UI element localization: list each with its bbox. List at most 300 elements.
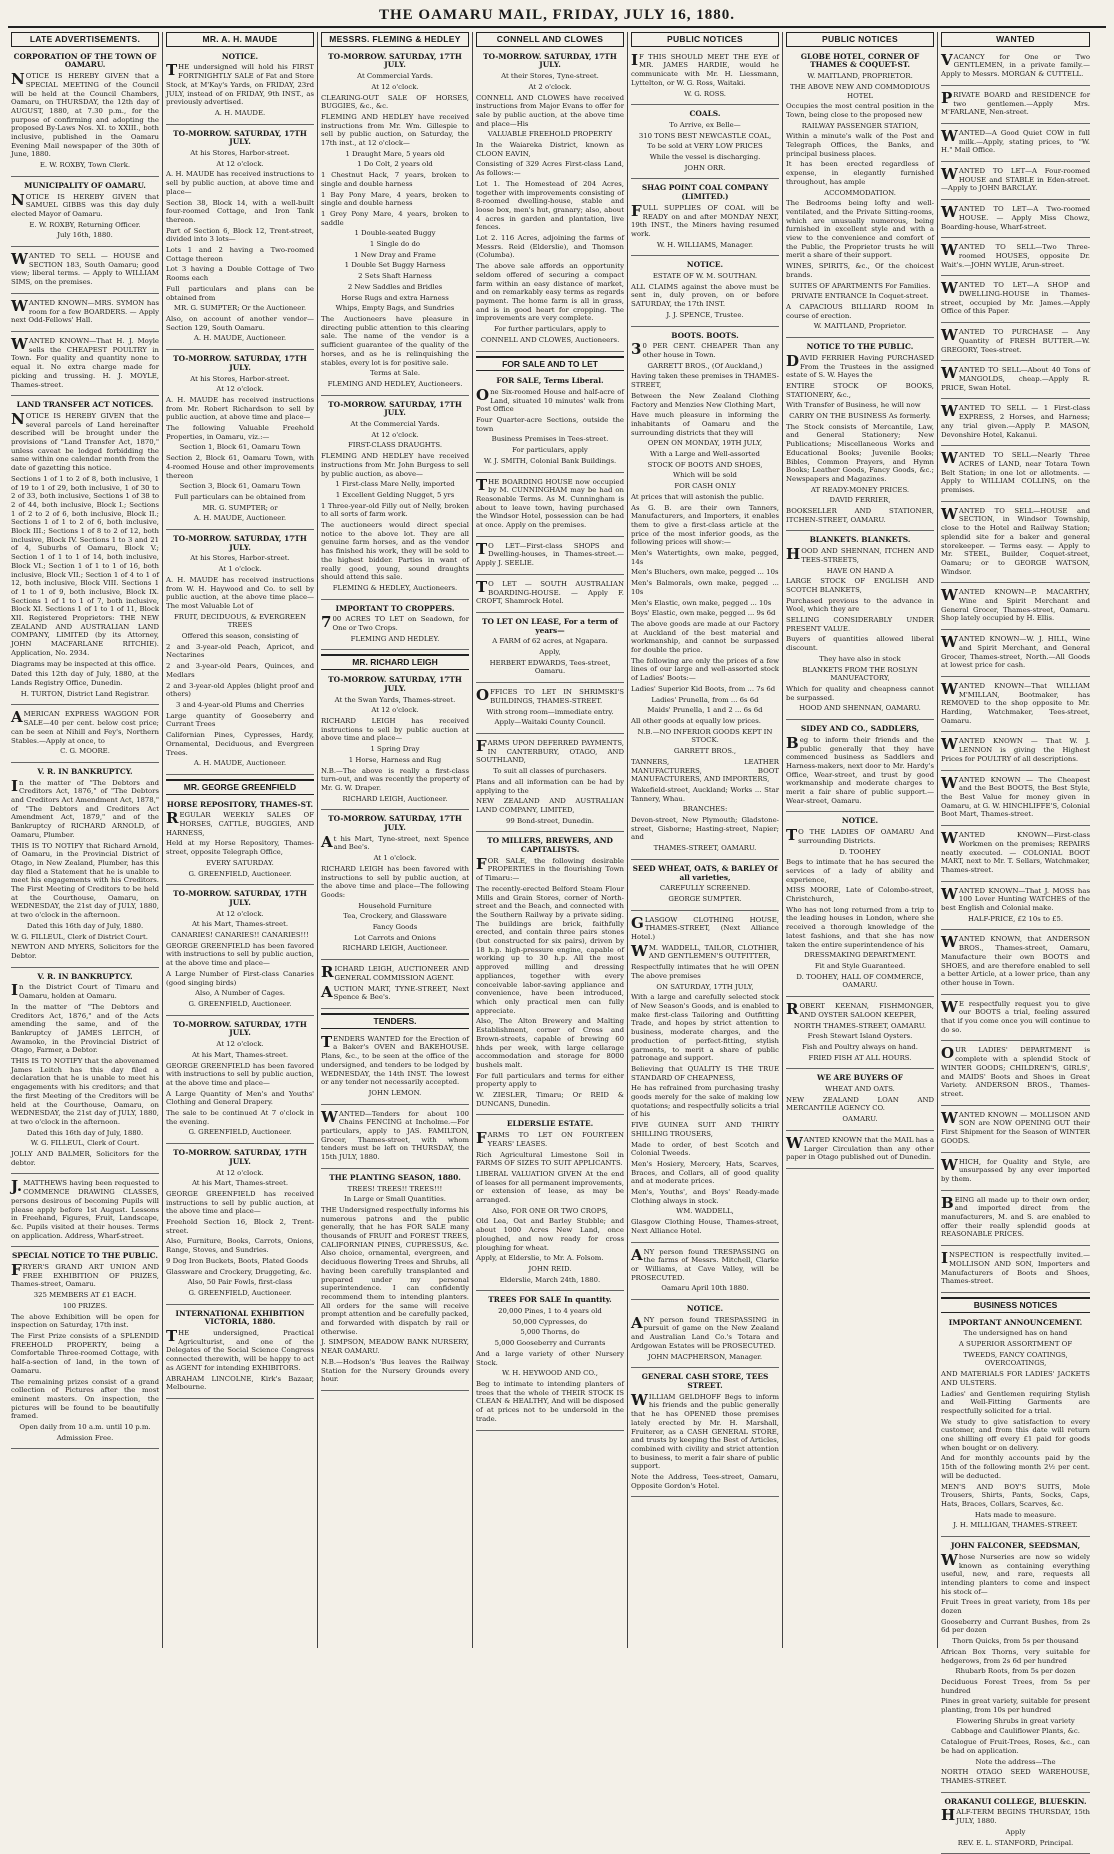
- ad-line: Section 2, Block 61, Oamaru Town, with 4-roomed House and other improvements thereon: [166, 454, 314, 480]
- advertisement: [941, 1156, 1090, 1191]
- ad-line: Sections 1 of 1 to 2 of 8, both inclusive, 1 of 19 to 1 of 29, both inclusive, 1 of 30 to 2 of 33, both inclusive, Sections 1 of 38 to 2 of 44, both inclusive, Block I.; Sections 1 of 2 to 2 of 6, both inclusive, Block II.; Sections 1 of 1 to 2 of 6, both inclusive, Block III.; Sections 1 of 8 to 2 of 12, both inclusive, Block IV. Sections 1 to 3 and 21 of 4, Suburbs of Oamaru, Block V.; Section 1 of 1 to 1 of 14, both inclusive, Block VI.; Section 1 of 1 to 1 of 16, both inclusive, Block VII.; Section 1 of 4 to 1 of 12, both inclusive, Block VIII. Sections 1 of 1 to 1 of 9, both inclusive, Block IX. Sections 1 of 1 to 1 of 7, both inclusive, Block XI. Sections 1 of 1 to 1 of 11, Block XII. Registered Proprietors: THE NEW ZEALAND AND AUSTRALIAN LAND COMPANY, LIMITED (by its Attorney, JOHN MACFARLANE RITCHIE). Application, No. 2934.: [11, 474, 159, 657]
- ad-line: CAREFULLY SCREENED.: [659, 884, 751, 893]
- advertisement: [476, 51, 624, 352]
- ad-line: Horse Rugs and extra Harness: [341, 293, 449, 302]
- ad-line: WANTED KNOWN—That H. J. Moyle sells the CHEAPEST POULTRY in Town. For quality and quantity none to equal it. No extra charge made for picking and trussing. H. J. MOYLE, Thames-street.: [11, 334, 159, 389]
- ad-line: One Six-roomed House and half-acre of Land, situated 10 minutes' walk from Post Office: [476, 385, 624, 414]
- advertisement: [941, 449, 1090, 502]
- advertisement: [166, 51, 314, 125]
- column-5: [628, 32, 783, 1648]
- ad-line: NOTICE TO THE PUBLIC.: [806, 342, 914, 352]
- ad-line: In the matter of "The Debtors and Creditors Act, 1876," and of the Acts amending the same, and of the Bankruptcy of JAMES LEITCH, of Awamoko, in the Provincial District of Otago, Farmer, a Debtor.: [11, 1002, 159, 1055]
- advertisement: [941, 1109, 1090, 1153]
- ad-line: Terms at Sale.: [369, 369, 421, 378]
- ad-line: FARMS UPON DEFERRED PAYMENTS, IN CANTERBURY, OTAGO, AND SOUTHLAND,: [476, 737, 624, 765]
- ad-line: The recently-erected Belford Steam Flour Mills and Grain Stores, corner of North-street and the Beach, and connected with the Southern Railway by a private siding. The buildings are brick, faithfully erected, and contain three pairs stones (but constructed for six pairs), driven by 18 h.p. high-pressure engine, capable of working up to 30 h.p. All the most approved milling and dressing appliances, together with every conceivable labor-saving appliance and convenience, have been introduced, which only practical men can fully appreciate.: [476, 884, 624, 1015]
- ad-line: Men's, Youths', and Boys' Ready-made Clothing always in stock.: [631, 1188, 779, 1205]
- ad-line: Gooseberry and Currant Bushes, from 2s 6d per dozen: [941, 1617, 1090, 1635]
- ad-line: THE ABOVE NEW AND COMMODIOUS HOTEL: [790, 82, 930, 100]
- ad-line: NEW ZEALAND AND AUSTRALIAN LAND COMPANY, LIMITED,: [476, 797, 624, 814]
- ad-line: 310 TONS BEST NEWCASTLE COAL,: [638, 131, 772, 140]
- column-heading: WANTED: [941, 32, 1090, 47]
- ad-line: JOHN MACPHERSON, Manager.: [647, 1352, 763, 1361]
- ad-line: TO-MORROW. SATURDAY, 17TH JULY.: [173, 889, 307, 907]
- ad-line: With a large and carefully selected stock of New Season's Goods, and is enabled to make first-class Tailoring and Outfitting Trade, and hopes by strict attention to business, moderate charges, and the production of perfect-fitting, stylish garments, to merit a share of public patronage and support.: [631, 993, 779, 1063]
- ad-line: It has been erected regardless of expense, in elegantly furnished throughout, has ample: [786, 160, 934, 186]
- ad-line: In the Waiareka District, known as CLOON EAVIN,: [476, 141, 624, 158]
- ad-line: Large quantity of Gooseberry and Currant Trees: [166, 711, 314, 729]
- ad-line: Note the address—The: [975, 1757, 1056, 1766]
- ad-line: Purchased previous to the advance in Wool, which they are: [786, 596, 934, 614]
- ad-line: 2 and 3-year-old Pears, Quinces, and Medlars: [166, 662, 314, 679]
- ad-line: IF THIS SHOULD MEET THE EYE of MR. JAMES HARDIE, would he communicate with Mr. H. Liessmann, Lyttelton, or W. G. Ross, Waitaki.: [631, 50, 779, 87]
- ad-line: Ladies' and Gentlemen requiring Stylish and Well-Fitting Garments are respectfully solicited for a trial.: [941, 1389, 1090, 1415]
- ad-line: CONNELL AND CLOWES, Auctioneers.: [480, 335, 620, 344]
- column-heading: MR. A. H. MAUDE: [166, 32, 314, 47]
- ad-line: Also, A Number of Cages.: [195, 989, 285, 998]
- ad-line: REV. E. L. STANFORD, Principal.: [957, 1838, 1074, 1847]
- ad-line: At 12 o'clock.: [371, 706, 419, 715]
- ad-line: Occupies the most central position in the Town, being close to the proposed new: [786, 102, 934, 119]
- ad-line: D. TOOHEY: [839, 847, 881, 856]
- ad-line: J. J. SPENCE, Trustee.: [666, 310, 744, 319]
- ad-line: Beg to inform their friends and the public generally that they have commenced business as Saddlers and Harness-makers, next door to Mr. Hardy's Office, Wear-street, and trust by good workmanship and moderate charges to merit a fair share of public support.—Wear-street, Oamaru.: [786, 733, 934, 805]
- ad-line: At his Mart, Thames-street.: [191, 920, 289, 929]
- ad-line: The Stock consists of Mercantile, Law, and General Stationery; New Publications; Miscellaneous Works and Educational Books; Juvenile Books; Bibles, Common Prayers, and Hymn Books; Leather Goods, Fancy Goods, &c.; Newspapers and Magazines.: [786, 422, 934, 483]
- ad-line: 5,000 Gooseberry and Currants: [494, 1339, 606, 1348]
- section-heading: TENDERS.: [321, 1013, 469, 1029]
- advertisement: [476, 1118, 624, 1291]
- ad-line: A. H. MAUDE has received instructions to sell by public auction, at above time and place—: [166, 170, 314, 196]
- ad-line: Also, The Alton Brewery and Malting Establishment, corner of Cross and Brown-streets, capable of brewing 60 hhds per week, with large cellarage accommodation and storage for 8000 bushels malt.: [476, 1017, 624, 1069]
- ad-line: FLEMING AND HEDLEY have received instructions from Mr. John Burgess to sell by public auction, as above—: [321, 452, 469, 478]
- section-heading: BUSINESS NOTICES: [941, 1297, 1090, 1313]
- ad-line: WANTED TO SELL—About 40 Tons of MANGOLDS, cheap.—Apply R. PRICE, Swan Hotel.: [941, 364, 1090, 392]
- ad-line: INSPECTION is respectfully invited.— MOLLISON AND SON, Importers and Manufacturers of Boots and Shoes, Thames-street.: [941, 1249, 1090, 1286]
- column-3: [318, 32, 473, 1648]
- ad-line: COALS.: [689, 109, 721, 119]
- ad-line: IMPORTANT ANNOUNCEMENT.: [948, 1317, 1083, 1327]
- column-4: [473, 32, 628, 1648]
- advertisement: [941, 165, 1090, 200]
- advertisement: [786, 341, 934, 531]
- ad-line: TENDERS WANTED for the Erection of a Baker's OVEN and BAKEHOUSE. Plans, &c., to be seen at the office of the undersigned, and tenders to be lodged by WEDNESDAY, the 14th INST. The lowest or any tender not necessarily accepted.: [321, 1032, 469, 1087]
- ad-line: 1 Double-seated Buggy: [354, 229, 436, 238]
- ad-line: TO-MORROW. SATURDAY, 17TH JULY.: [483, 51, 617, 70]
- ad-line: ON SATURDAY, 17TH JULY,: [656, 982, 754, 991]
- ad-line: GENERAL CASH STORE, TEES STREET.: [641, 1372, 769, 1390]
- ad-line: JOLLY AND BALMER, Solicitors for the debtor.: [11, 1150, 159, 1167]
- ad-line: 2 and 3-year-old Apples (blight proof and others): [166, 681, 314, 699]
- ad-line: RICHARD LEIGH has received instructions to sell by public auction at above time and place—: [321, 717, 469, 743]
- ad-line: At Commercial Yards.: [357, 72, 433, 81]
- column-heading: MESSRS. FLEMING & HEDLEY: [321, 32, 469, 47]
- ad-line: 1 Draught Mare, 5 years old: [345, 149, 445, 158]
- ad-line: ELDERSLIE ESTATE.: [506, 1119, 594, 1129]
- ad-line: HALF-TERM BEGINS THURSDAY, 15th JULY, 1880.: [941, 1806, 1090, 1826]
- ad-line: 1 Spring Dray: [370, 745, 420, 754]
- ad-line: BRANCHES:: [682, 805, 728, 814]
- ad-line: W. G. FILLEUL, Clerk of Court.: [30, 1139, 140, 1148]
- ad-line: AT READY-MONEY PRICES.: [810, 485, 910, 494]
- ad-line: The auctioneers would direct special notice to the above lot. They are all genuine farm horses, and as the vendor has finished his work, they will be sold to the highest bidder. Parties in want of really good, young, sound draughts should attend this sale.: [321, 521, 469, 582]
- ad-line: RICHARD LEIGH has been favored with instructions to sell by public auction, at the above time and place—The following Goods:: [321, 864, 469, 899]
- ad-line: TO-MORROW. SATURDAY, 17TH JULY.: [173, 354, 307, 372]
- ad-line: At their Stores, Tyne-street.: [501, 72, 599, 81]
- ad-line: FULL SUPPLIES OF COAL will be READY on and after MONDAY NEXT, 19th INST., the Miners having resumed work.: [631, 201, 779, 238]
- ad-line: WANTED TO SELL — HOUSE and SECTION 183, South Oamaru; good view; liberal terms. — Apply to WILLIAM SIMS, on the premises.: [11, 250, 159, 287]
- ad-line: Note the Address, Tees-street, Oamaru, Opposite Gordon's Hotel.: [631, 1473, 779, 1490]
- ad-line: WANTED TO SELL—Nearly Three ACRES of LAND, near Totara Town Belt Station; in one lot or allotments. —Apply to WILLIAM COLLINS, on the premises.: [941, 449, 1090, 495]
- ad-line: At 1 o'clock.: [218, 565, 262, 574]
- ad-line: TO LET — SOUTH AUSTRALIAN BOARDING-HOUSE. — Apply F. CROFT, Shamrock Hotel.: [476, 577, 624, 606]
- advertisement: [786, 51, 934, 338]
- ad-line: FIRST-CLASS DRAUGHTS.: [347, 441, 443, 450]
- ad-line: THE undersigned will hold his FIRST FORTNIGHTLY SALE of Fat and Store Stock, at M'Kay's Yards, on FRIDAY, 23rd JULY, instead of on FRIDAY, 9th INST., as previously advertised.: [166, 61, 314, 107]
- ad-line: While the vessel is discharging.: [649, 153, 761, 162]
- advertisement: [166, 799, 314, 886]
- ad-line: E. W. ROXBY, Town Clerk.: [39, 161, 131, 170]
- advertisement: [941, 586, 1090, 630]
- ad-line: Ladies' Prunella, from ... 6s 6d: [651, 695, 759, 704]
- ad-line: AUCTION MART, TYNE-STREET, Next Spence & Bee's.: [321, 982, 469, 1002]
- ad-line: Section 1, Block 61, Oamaru Town: [179, 443, 301, 452]
- ad-line: Oamaru April 10th 1880.: [661, 1284, 749, 1293]
- ad-line: GEORGE GREENFIELD has been favored with instructions to sell by public auction, at the above time and place—: [166, 941, 314, 968]
- ad-line: WE ARE BUYERS OF: [817, 1073, 903, 1083]
- advertisement: [321, 51, 469, 396]
- ad-line: Lot 3 having a Double Cottage of Two Rooms each: [166, 265, 314, 283]
- ad-line: The sale to be continued At 7 o'clock in the evening.: [166, 1109, 314, 1126]
- ad-line: Freehold Section 16, Block 2, Trent-street.: [166, 1218, 314, 1235]
- advertisement: [786, 1000, 934, 1069]
- ad-line: WANTED KNOWN—First-class Workmen on the premises; REPAIRS neatly executed. — COLONIAL BOOT MART, next to Mr. T. Sellars, Watchmaker, Thames-street.: [941, 829, 1090, 874]
- advertisement: [11, 708, 159, 763]
- ad-line: G. GREENFIELD, Auctioneer.: [188, 1288, 292, 1297]
- ad-line: Lot Carrots and Onions: [354, 933, 436, 942]
- ad-line: To suit all classes of purchasers.: [493, 767, 607, 776]
- ad-line: FOR SALE, the following desirable PROPERTIES in the flourishing Town of Timaru:—: [476, 854, 624, 883]
- ad-line: For particulars, apply: [512, 446, 588, 455]
- ad-line: Whose Nurseries are now so widely known as containing everything useful, new, and rare, requests all intending planters to come and inspect his stock of—: [941, 1550, 1090, 1596]
- ad-line: 50,000 Cypresses, do: [512, 1317, 588, 1326]
- ad-line: SUITES OF APARTMENTS For Families.: [789, 281, 931, 290]
- advertisement: [321, 963, 469, 1009]
- ad-line: THAMES-STREET, OAMARU.: [653, 844, 757, 853]
- ad-line: NEWTON AND MYERS, Solicitors for the Debtor.: [11, 943, 159, 960]
- ad-line: GARRETT BROS.,: [673, 747, 737, 756]
- ad-line: N.B.—Hodson's 'Bus leaves the Railway Station for the Nursery Grounds every hour.: [321, 1357, 469, 1384]
- ad-line: The remaining prizes consist of a grand collection of Pictures after the most eminent masters. On inspection, the pictures will be found to be beautifully framed.: [11, 1377, 159, 1421]
- ad-line: NOTICE IS HEREBY GIVEN that SAMUEL GIBBS was this day duly elected Mayor of Oamaru.: [11, 190, 159, 218]
- ad-line: A. H. MAUDE has received instructions from Mr. Robert Richardson to sell by public auction, at above time and place—: [166, 395, 314, 422]
- ad-line: H. TURTON, District Land Registrar.: [20, 689, 150, 698]
- ad-line: Maids' Prunella, 1 and 2 ... 6s 6d: [647, 706, 763, 715]
- column-7: [938, 32, 1093, 1847]
- ad-line: At his Stores, Harbor-street.: [190, 554, 290, 563]
- ad-line: TWEEDS, FANCY COATINGS, OVERCOATINGS,: [963, 1350, 1068, 1368]
- ad-line: JOHN REID.: [528, 1264, 572, 1273]
- ad-line: Begs to intimate that he has secured the services of a lady of ability and experience,: [786, 858, 934, 884]
- advertisement: [941, 1317, 1090, 1537]
- ad-line: BOOKSELLER AND STATIONER, ITCHEN-STREET, OAMARU.: [786, 507, 934, 524]
- ad-line: Open daily from 10 a.m. until 10 p.m.: [19, 1423, 151, 1432]
- ad-line: OAMARU.: [842, 1115, 878, 1124]
- ad-line: FOR SALE, Terms Liberal.: [496, 376, 604, 386]
- advertisement: [166, 888, 314, 1015]
- ad-line: Men's Watertights, own make, pegged, 14s: [631, 549, 779, 566]
- ad-line: G. GREENFIELD, Auctioneer.: [188, 1128, 292, 1137]
- ad-line: RICHARD LEIGH, AUCTIONEER AND GENERAL COMMISSION AGENT.: [321, 963, 469, 982]
- ad-line: N.B.—NO INFERIOR GOODS KEPT IN STOCK.: [637, 727, 773, 745]
- ad-line: Between the New Zealand Clothing Factory and Menzies New Clothing Mart,: [631, 391, 779, 409]
- advertisement: [941, 1044, 1090, 1105]
- advertisement: [786, 1134, 934, 1169]
- ad-line: WHICH, for Quality and Style, are unsurpassed by any ever imported by them.: [941, 1155, 1090, 1183]
- ad-line: V. R. IN BANKRUPTCY.: [37, 766, 133, 776]
- ad-line: Rhubarb Roots, from 5s per dozen: [955, 1667, 1076, 1676]
- ad-line: SEED WHEAT, OATS, & BARLEY Of all varieties,: [632, 863, 778, 882]
- advertisement: [476, 540, 624, 575]
- ad-line: 5,000 Thorns, do: [520, 1328, 580, 1337]
- ad-line: TO-MORROW. SATURDAY, 17TH JULY.: [173, 1019, 307, 1038]
- advertisement: [631, 863, 779, 911]
- ad-line: 2 Sets Shaft Harness: [358, 272, 432, 281]
- ad-line: For further particulars, apply to: [494, 325, 606, 334]
- ad-line: REGULAR WEEKLY SALES OF HORSES, CATTLE, BUGGIES, AND HARNESS,: [166, 809, 314, 837]
- ad-line: G. GREENFIELD, Auctioneer.: [188, 999, 292, 1008]
- advertisement: [321, 1033, 469, 1105]
- ad-line: For full particulars and terms for either property apply to: [476, 1071, 624, 1089]
- ad-line: WANTED—Tenders for about 100 Chains FENCING at Incholme.—For particulars, apply to JAS. FAMILTON, Grocer, Thames-street, with whom tenders must be left on THURSDAY, the 15th JULY, 1880.: [321, 1107, 469, 1162]
- advertisement: [941, 241, 1090, 276]
- ad-line: Pines in great variety, suitable for present planting, from 10s per hundred: [941, 1697, 1090, 1715]
- advertisement: [476, 737, 624, 832]
- ad-line: WANTED TO LET—A Four-roomed HOUSE and STABLE in Eden-street.—Apply to JOHN BARCLAY.: [941, 165, 1090, 193]
- advertisement: [11, 51, 159, 177]
- advertisement: [321, 399, 469, 600]
- advertisement: [786, 1072, 934, 1131]
- ad-line: WILLIAM GELDHOFF Begs to inform his friends and the public generally that he has OPENED those premises lately erected by Mr. H. Marshall, Fruiterer, as a CASH GENERAL STORE, and trusts by keeping the Best of Articles, combined with civility and strict attention to business, to merit a fair share of public support.: [631, 1390, 779, 1471]
- advertisement: [11, 180, 159, 247]
- ad-line: AND MATERIALS FOR LADIES' JACKETS AND ULSTERS.: [941, 1370, 1090, 1387]
- ad-line: Household Furniture: [358, 901, 432, 910]
- ad-line: At his Mart, Tyne-street, next Spence and Bee's.: [321, 832, 469, 852]
- ad-line: Apply: [1005, 1827, 1026, 1836]
- ad-line: The above sale affords an opportunity seldom offered of securing a compact farm within an easy distance of market, and on remarkably easy terms as regards payment. The home farm is all in grass, and is in good heart for cropping. The improvements are very complete.: [476, 262, 624, 323]
- ad-line: MR. G. SUMPTER; or: [202, 503, 278, 512]
- ad-line: STOCK OF BOOTS AND SHOES,: [647, 460, 763, 469]
- ad-line: Within a minute's walk of the Post and Telegraph Offices, the Banks, and principal business places.: [786, 132, 934, 158]
- ad-line: WANTED KNOWN—P. MACARTHY, Wine and Spirit Merchant and General Grocer, Thames-street, Oamaru. Shop lately occupied by H. Ellis.: [941, 586, 1090, 623]
- ad-line: IMPORTANT TO CROPPERS.: [335, 603, 455, 613]
- ad-line: WANTED KNOWN—That WILLIAM M'MILLAN, Bootmaker, has REMOVED to the shop opposite to Mr. Harding, Watchmaker, Tees-street, Oamaru.: [941, 679, 1090, 725]
- ad-line: WANTED TO LET—A SHOP and DWELLING-HOUSE in Thames-street, occupied by Mr. James.—Apply Office of this Paper.: [941, 279, 1090, 316]
- ad-line: WANTED KNOWN—W. J. HILL, Wine and Spirit Merchant, and General Grocer, Thames-street, North.—All Goods at lowest price for cash.: [941, 633, 1090, 670]
- ad-line: Full particulars and plans can be obtained from: [166, 284, 314, 302]
- column-heading: CONNELL AND CLOWES: [476, 32, 624, 47]
- ad-line: At the Swan Yards, Thames-street.: [334, 695, 456, 704]
- advertisement: [11, 1250, 159, 1449]
- ad-line: Boys' Elastic, own make, pegged ... 9s 6d: [631, 609, 776, 618]
- ad-line: HAVE ON HAND A: [826, 566, 894, 575]
- ad-line: A Large Number of First-class Canaries (good singing birds): [166, 969, 314, 987]
- ad-line: VACANCY for One or Two GENTLEMEN, in a private family.—Apply to Messrs. MORGAN & CUTTELL.: [941, 50, 1090, 79]
- section-heading: FOR SALE AND TO LET: [476, 356, 624, 372]
- ad-line: SELLING CONSIDERABLY UNDER PRESENT VALUE.: [786, 616, 934, 633]
- ad-line: NOTICE.: [686, 1304, 724, 1314]
- ad-line: In Large or Small Quantities.: [344, 1195, 446, 1204]
- ad-line: At his Stores, Harbor-street.: [190, 374, 290, 383]
- ad-line: W. MAITLAND, PROPRIETOR.: [807, 72, 913, 81]
- ad-line: At 12 o'clock.: [216, 385, 264, 394]
- ad-line: W. MAITLAND, Proprietor.: [813, 322, 907, 331]
- ad-line: Admission Free.: [56, 1433, 114, 1442]
- ad-line: ENTIRE STOCK OF BOOKS, STATIONERY, &c.,: [786, 381, 934, 399]
- ad-line: ACCOMMODATION.: [824, 188, 896, 197]
- ad-line: SIDEY AND CO., SADDLERS,: [800, 724, 920, 734]
- ad-line: ESTATE OF W. M. SOUTHAN.: [652, 272, 758, 281]
- ad-line: Made to order, of best Scotch and Colonial Tweeds.: [631, 1140, 779, 1158]
- ad-line: ANY person found TRESPASSING on the farms of Messrs. Mitchell, Clarke or Williams, at Cave Valley, will be PROSECUTED.: [631, 1245, 779, 1282]
- ad-line: J.MATTHEWS having been requested to COMMENCE DRAWING CLASSES, persons desirous of becoming Pupils will please apply before 1st August. Lessons in Freehand, Figures, Fruit, Landscape, &c. Pupils visited at their houses. Terms on application. Address, Wharf-street.: [11, 1177, 159, 1240]
- column-heading: PUBLIC NOTICES: [786, 32, 934, 47]
- ad-line: WANTED TO SELL—HOUSE and SECTION, in Windsor Township, close to the Hotel and Railway Station; splendid site for a baker and general storekeeper. — Terms easy. — Apply to Mr. STEEL, Builder, Coquet-street, Oamaru; or to GEORGE WATSON, Windsor.: [941, 504, 1090, 576]
- ad-line: Diagrams may be inspected at this office.: [11, 659, 156, 668]
- ad-line: TO-MORROW. SATURDAY, 17TH JULY.: [328, 51, 462, 70]
- ad-line: NEW ZEALAND LOAN AND MERCANTILE AGENCY CO.: [786, 1095, 934, 1113]
- advertisement: [11, 297, 159, 332]
- ad-line: The above goods are made at our Factory at Auckland of the best material and workmanship, and cannot be surpassed for double the price.: [631, 619, 779, 655]
- ad-line: And a large variety of other Nursery Stock.: [476, 1349, 624, 1367]
- ad-line: JOHN ORR.: [684, 163, 726, 172]
- ad-line: LAND TRANSFER ACT NOTICES.: [16, 400, 154, 410]
- advertisement: [11, 971, 159, 1175]
- ad-line: Californian Pines, Cypresses, Hardy, Ornamental, Deciduous, and Evergreen Trees.: [166, 731, 314, 757]
- ad-line: In the District Court of Timaru and Oamaru, holden at Oamaru.: [11, 981, 159, 1001]
- advertisement: [941, 735, 1090, 770]
- advertisement: [941, 89, 1090, 124]
- advertisement: [476, 375, 624, 472]
- ad-line: Glasgow Clothing House, Thames-street, Next Alliance Hotel.: [631, 1218, 779, 1235]
- ad-line: Elderslie, March 24th, 1880.: [499, 1275, 601, 1284]
- ad-line: W. J. SMITH, Colonial Bank Buildings.: [483, 456, 617, 465]
- ad-line: Wakefield-street, Auckland; Works ... Star Tannery, Whau.: [631, 785, 779, 803]
- ad-line: C. G. MOORE.: [60, 747, 110, 756]
- ad-line: WE respectfully request you to give our BOOTS a trial, feeling assured that if you come once you will continue to do so.: [941, 997, 1090, 1034]
- ad-line: Consisting of 329 Acres First-class Land, As follows:—: [476, 160, 624, 178]
- ad-line: At 12 o'clock.: [371, 430, 419, 439]
- ad-line: Fruit Trees in great variety, from 18s per dozen: [941, 1598, 1090, 1616]
- ad-line: J. H. MILLIGAN, THAMES-STREET.: [953, 1521, 1078, 1530]
- ad-line: WANTED KNOWN that the MAIL has a Larger Circulation than any other paper in Otago published out of Dunedin.: [786, 1133, 934, 1162]
- ad-line: WANTED KNOWN—MRS. SYMON has room for a few BOARDERS. — Apply next Odd-Fellows' Hall.: [11, 296, 159, 325]
- ad-line: At 12 o'clock.: [371, 82, 419, 91]
- ad-line: JOHN FALCONER, SEEDSMAN,: [950, 1541, 1081, 1551]
- ad-line: Also, Furniture, Books, Carrots, Onions, Range, Stoves, and Sundries.: [166, 1237, 314, 1255]
- ad-line: At prices that will astonish the public.: [631, 492, 764, 501]
- ad-line: HOOD AND SHENNAN, OAMARU.: [799, 704, 921, 713]
- ad-line: NOTICE.: [221, 51, 259, 61]
- ad-line: 1 Bay Pony Mare, 4 years, broken to single and double harness: [321, 190, 469, 208]
- ad-line: Have much pleasure in informing the inhabitants of Oamaru and the surrounding districts that they will: [631, 411, 779, 437]
- ad-line: NOTICE.: [841, 816, 879, 826]
- ad-line: 1 Do Colt, 2 years old: [357, 160, 433, 169]
- ad-line: Old Lea, Oat and Barley Stubble; and about 1000 Acres New Land, once ploughed, and now ready for cross ploughing for wheat.: [476, 1217, 624, 1252]
- column-6: [783, 32, 938, 1648]
- ad-line: Devon-street, New Plymouth; Gladstone-street, Gisborne; Hasting-street, Napier; and: [631, 816, 779, 842]
- column-1: [8, 32, 163, 1648]
- ad-line: CARRY ON THE BUSINESS As formerly.: [789, 412, 931, 421]
- ad-line: Lot 1. The Homestead of 204 Acres, together with improvements consisting of 8-roomed dwelling-house, stable and loose box, men's hut, granary; also, about 4 acres in garden and plantation, live fences.: [476, 179, 624, 232]
- advertisement: [941, 933, 1090, 994]
- ad-line: At 1 o'clock.: [373, 854, 417, 863]
- ad-line: Dated this 16th day of July, 1880.: [26, 1128, 144, 1137]
- ad-line: W. ZIESLER, Timaru; Or REID & DUNCANS, Dunedin.: [476, 1091, 624, 1108]
- ad-line: MISS MOORE, Late of Colombo-street, Christchurch,: [786, 886, 934, 904]
- ad-line: The following are only the prices of a few lines of our large and well-assorted stock of Ladies' Boots:—: [631, 656, 779, 683]
- ad-line: He has refrained from purchasing trashy goods merely for the sake of making low quotations; and respectfully solicits a trial of his: [631, 1084, 779, 1119]
- ad-line: WANTED TO LET—A Two-roomed HOUSE. — Apply Miss Chowz, Boarding-house, Wharf-street.: [941, 203, 1090, 231]
- advertisement: [941, 364, 1090, 399]
- ad-line: 1 First-class Mare Nelly, imported: [335, 480, 455, 489]
- advertisement: [941, 885, 1090, 931]
- ad-line: ORAKANUI COLLEGE, BLUESKIN.: [944, 1796, 1087, 1806]
- advertisement: [166, 353, 314, 530]
- ad-line: FIVE GUINEA SUIT AND THIRTY SHILLING TROUSERS,: [631, 1121, 779, 1138]
- ad-line: TREES! TREES!! TREES!!!: [347, 1184, 443, 1193]
- advertisement: [166, 533, 314, 775]
- ad-line: The above Exhibition will be open for inspection on Saturday, 17th inst.: [11, 1312, 159, 1330]
- advertisement: [941, 505, 1090, 584]
- ad-line: WANTED KNOWN — The Cheapest and the Best BOOTS, the Best Style, the Best Value for money given in Oamaru, at G. W. HINCHLIFFE'S, Colonial Boot Mart, Thames-street.: [941, 773, 1090, 819]
- ad-line: Thorn Quicks, from 5s per thousand: [952, 1637, 1079, 1646]
- ad-line: HALF-PRICE, £2 10s to £5.: [967, 914, 1064, 923]
- ad-line: HERBERT EDWARDS, Tees-street, Oamaru.: [489, 658, 611, 676]
- ad-line: And for monthly accounts paid by the 15th of the following month 2½ per cent. will be deducted.: [941, 1454, 1090, 1480]
- ad-line: FLEMING AND HEDLEY have received instructions from Mr. Wm. Gillespie to sell by public auction, on Saturday, the 17th inst., at 12 o'clock—: [321, 112, 469, 148]
- advertisement: [941, 326, 1090, 361]
- ad-line: Glassware and Crockery, Druggeting, &c.: [166, 1267, 312, 1276]
- ad-line: The following Valuable Freehold Properties, in Oamaru, viz.:—: [166, 424, 314, 441]
- advertisement: [166, 1308, 314, 1399]
- ad-line: GLASGOW CLOTHING HOUSE, THAMES-STREET, (Next Alliance Hotel.): [631, 913, 779, 942]
- ad-line: EVERY SATURDAY.: [206, 858, 274, 867]
- ad-line: 30 PER CENT. CHEAPER Than any other house in Town.: [631, 340, 779, 359]
- ad-line: WM. WADDELL,: [676, 1207, 734, 1216]
- ad-line: VALUABLE FREEHOLD PROPERTY: [487, 130, 613, 139]
- ad-line: Dated this 16th day of July, 1880.: [26, 921, 144, 930]
- ad-line: LARGE STOCK OF ENGLISH AND SCOTCH BLANKETS,: [786, 577, 934, 594]
- ad-line: BEING all made up to their own order, and imported direct from the manufacturers, M. and S. are enabled to offer their really splendid goods at REASONABLE PRICES.: [941, 1193, 1090, 1239]
- ad-line: OFFICES TO LET IN SHRIMSKI'S BUILDINGS, THAMES-STREET.: [476, 686, 624, 705]
- ad-line: Fresh Stewart Island Oysters.: [807, 1032, 913, 1041]
- ad-line: NOTICE IS HEREBY GIVEN that the several parcels of Land hereinafter described will be brought under the provisions of "Land Transfer Act, 1870," unless caveat be lodged forbidding the same within one calendar month from the date of gazetting this notice.: [11, 409, 159, 473]
- ad-line: TREES FOR SALE In quantity.: [488, 1295, 612, 1305]
- column-2: [163, 32, 318, 1648]
- ad-line: THIS IS TO NOTIFY that the abovenamed James Leitch has this day filed a declaration that he is unable to meet his engagements with his creditors; and that the first Meeting of the Creditors will be held at the Courthouse, Oamaru, on WEDNESDAY, the 21st day of JULY, 1880, at two o'clock in the afternoon.: [11, 1057, 159, 1126]
- ad-line: At 12 o'clock.: [216, 909, 264, 918]
- ad-line: Lots 1 and 2 having a Two-roomed Cottage thereon: [166, 246, 314, 263]
- ad-line: FARMS TO LET ON FOURTEEN YEARS' LEASES.: [476, 1129, 624, 1148]
- ad-line: TO-MORROW. SATURDAY, 17TH JULY.: [328, 675, 462, 693]
- advertisement: [11, 335, 159, 396]
- ad-line: ABRAHAM LINCOLNE, Kirk's Bazaar, Melbourne.: [166, 1374, 314, 1392]
- ad-line: DAVID FERRIER,: [829, 496, 891, 505]
- advertisement: [941, 51, 1090, 86]
- ad-line: Also, 50 Pair Fowls, first-class: [187, 1278, 293, 1287]
- ad-line: AMERICAN EXPRESS WAGGON FOR SALE—40 per cent. below cost price; can be seen at Nihill and Fey's, Northern Stables.—Apply at once, to: [11, 708, 159, 745]
